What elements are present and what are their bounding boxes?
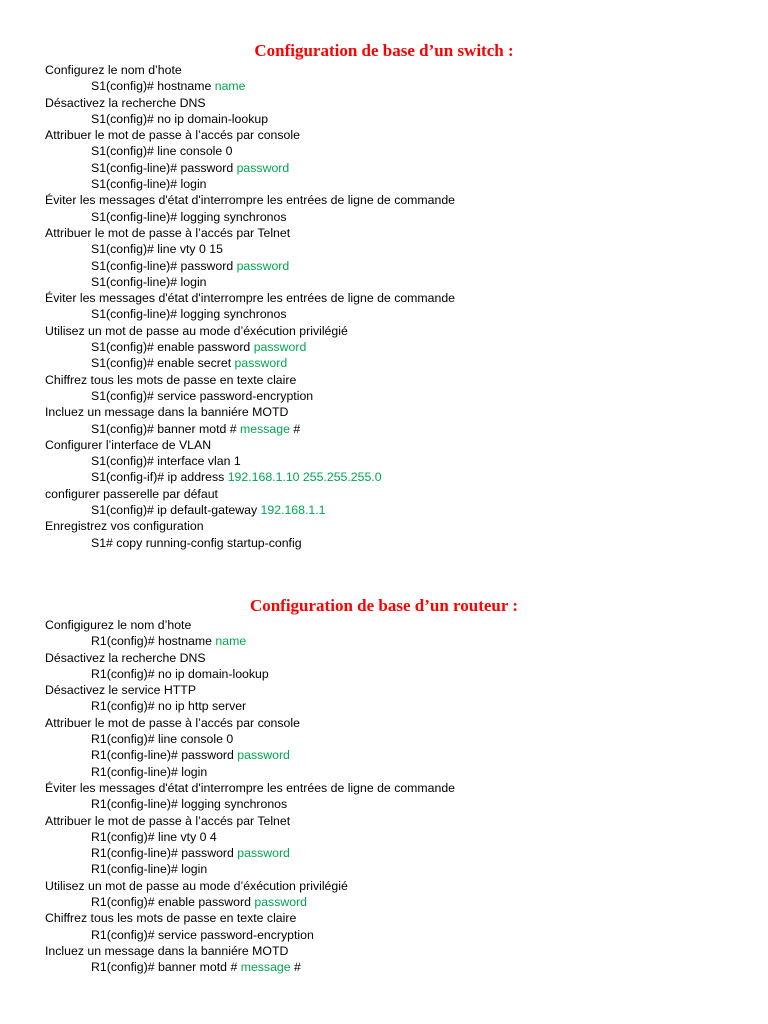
- command-text: S1(config-line)# password: [91, 258, 237, 273]
- command-line: [0, 469, 768, 485]
- command-parameter: password: [236, 258, 290, 273]
- instruction-text: configurer passerelle par défaut: [45, 486, 218, 501]
- command-text: S1(config-line)# logging synchronos: [91, 209, 287, 224]
- instruction-text: Enregistrez vos configuration: [45, 519, 204, 534]
- command-parameter: password: [237, 846, 290, 861]
- command-line: [0, 796, 768, 812]
- router-config-lines: [0, 617, 768, 976]
- command-line: [0, 829, 768, 845]
- command-text: S1(config-line)# logging synchronos: [91, 307, 287, 322]
- command-text: S1(config)# enable password: [91, 340, 254, 355]
- command-text: R1(config-line)# password: [91, 748, 238, 763]
- instruction-text: Attribuer le mot de passe à l’accés par console: [45, 715, 300, 730]
- instruction-text: Chiffrez tous les mots de passe en texte claire: [45, 372, 297, 387]
- instruction-line: [0, 127, 768, 143]
- router-config-section: [0, 595, 768, 976]
- command-line: [0, 78, 768, 94]
- command-suffix: #: [289, 421, 301, 436]
- command-text: R1(config)# no ip http server: [91, 699, 247, 714]
- command-text: R1(config-line)# password: [91, 846, 238, 861]
- router-config-title: Configuration de base d’un routeur :: [249, 596, 519, 615]
- command-text: S1(config)# banner motd #: [91, 421, 241, 436]
- instruction-line: [0, 780, 768, 796]
- instruction-line: [0, 617, 768, 633]
- instruction-text: Désactivez le service HTTP: [45, 683, 197, 698]
- command-parameter: name: [215, 634, 247, 649]
- command-line: [0, 160, 768, 176]
- instruction-line: [0, 910, 768, 926]
- instruction-text: Attribuer le mot de passe à l’accés par Telnet: [45, 225, 291, 240]
- command-parameter: 192.168.1.1: [260, 503, 326, 518]
- command-suffix: #: [290, 960, 301, 975]
- command-line: [0, 453, 768, 469]
- command-line: [0, 698, 768, 714]
- command-parameter: password: [234, 356, 288, 371]
- instruction-text: Éviter les messages d'état d'interrompre les entrées de ligne de commande: [45, 780, 456, 795]
- instruction-line: [0, 715, 768, 731]
- instruction-text: Attribuer le mot de passe à l’accés par Telnet: [45, 813, 291, 828]
- command-text: R1(config)# banner motd #: [91, 960, 241, 975]
- command-line: [0, 845, 768, 861]
- instruction-line: [0, 437, 768, 453]
- command-line: [0, 502, 768, 518]
- command-text: S1(config)# no ip domain-lookup: [91, 111, 269, 126]
- command-text: R1(config)# line console 0: [91, 732, 234, 747]
- command-text: S1(config-line)# login: [91, 274, 207, 289]
- command-line: [0, 241, 768, 257]
- command-text: S1# copy running-config startup-config: [91, 535, 302, 550]
- instruction-line: [0, 518, 768, 534]
- instruction-line: [0, 192, 768, 208]
- command-line: [0, 764, 768, 780]
- switch-config-section: [0, 40, 768, 551]
- instruction-line: [0, 650, 768, 666]
- instruction-line: [0, 813, 768, 829]
- instruction-line: [0, 95, 768, 111]
- instruction-text: Utilisez un mot de passe au mode d’éxécution privilégié: [45, 323, 348, 338]
- command-line: [0, 388, 768, 404]
- instruction-text: Incluez un message dans la banniére MOTD: [45, 405, 289, 420]
- command-text: S1(config)# ip default-gateway: [91, 503, 261, 518]
- instruction-line: [0, 943, 768, 959]
- command-parameter: password: [237, 748, 290, 763]
- command-line: [0, 143, 768, 159]
- command-parameter: password: [236, 160, 290, 175]
- command-line: [0, 535, 768, 551]
- switch-config-title: Configuration de base d’un switch :: [254, 41, 514, 60]
- command-parameter: message: [240, 421, 290, 436]
- instruction-text: Configigurez le nom d’hote: [45, 618, 192, 632]
- command-text: R1(config-line)# login: [91, 862, 208, 877]
- command-parameter: password: [253, 340, 307, 355]
- command-text: R1(config-line)# logging synchronos: [91, 797, 288, 812]
- command-text: R1(config)# no ip domain-lookup: [91, 666, 269, 681]
- command-line: [0, 747, 768, 763]
- command-text: R1(config-line)# login: [91, 764, 208, 779]
- instruction-line: [0, 878, 768, 894]
- command-text: S1(config-if)# ip address: [91, 470, 228, 485]
- command-line: [0, 666, 768, 682]
- command-line: [0, 959, 768, 975]
- instruction-line: [0, 290, 768, 306]
- command-line: [0, 355, 768, 371]
- instruction-line: [0, 62, 768, 78]
- command-text: S1(config)# enable secret: [91, 356, 235, 371]
- instruction-text: Configurer l’interface de VLAN: [45, 437, 212, 452]
- command-line: [0, 339, 768, 355]
- instruction-text: Désactivez la recherche DNS: [45, 95, 206, 110]
- command-text: S1(config-line)# password: [91, 160, 237, 175]
- command-text: S1(config)# interface vlan 1: [91, 454, 241, 469]
- command-parameter: message: [240, 960, 291, 975]
- command-line: [0, 209, 768, 225]
- command-line: [0, 258, 768, 274]
- instruction-text: Chiffrez tous les mots de passe en texte claire: [45, 911, 297, 926]
- command-text: S1(config)# hostname: [91, 79, 215, 94]
- command-text: S1(config)# line vty 0 15: [91, 242, 223, 257]
- instruction-text: Éviter les messages d'état d'interrompre les entrées de ligne de commande: [45, 193, 456, 208]
- command-line: [0, 894, 768, 910]
- command-line: [0, 306, 768, 322]
- instruction-line: [0, 323, 768, 339]
- switch-config-lines: [0, 62, 768, 551]
- instruction-line: [0, 225, 768, 241]
- instruction-line: [0, 372, 768, 388]
- instruction-text: Incluez un message dans la banniére MOTD: [45, 943, 289, 958]
- command-line: [0, 861, 768, 877]
- instruction-text: Configurez le nom d’hote: [45, 63, 182, 77]
- command-text: R1(config)# line vty 0 4: [91, 829, 217, 844]
- instruction-text: Désactivez la recherche DNS: [45, 650, 206, 665]
- command-text: S1(config)# service password-encryption: [91, 388, 314, 403]
- command-line: [0, 421, 768, 437]
- command-parameter: name: [214, 79, 246, 94]
- command-parameter: password: [254, 895, 308, 910]
- instruction-text: Éviter les messages d'état d'interrompre les entrées de ligne de commande: [45, 291, 456, 306]
- command-line: [0, 927, 768, 943]
- command-parameter: 192.168.1.10 255.255.255.0: [227, 470, 382, 485]
- instruction-text: Utilisez un mot de passe au mode d’éxécution privilégié: [45, 878, 348, 893]
- instruction-line: [0, 404, 768, 420]
- command-line: [0, 111, 768, 127]
- command-text: S1(config)# line console 0: [91, 144, 233, 159]
- command-text: R1(config)# enable password: [91, 895, 255, 910]
- command-text: R1(config)# service password-encryption: [91, 927, 314, 942]
- command-text: R1(config)# hostname: [91, 634, 216, 649]
- command-line: [0, 274, 768, 290]
- command-line: [0, 731, 768, 747]
- command-text: S1(config-line)# login: [91, 177, 207, 192]
- instruction-text: Attribuer le mot de passe à l’accés par console: [45, 128, 300, 143]
- command-line: [0, 176, 768, 192]
- instruction-line: [0, 682, 768, 698]
- instruction-line: [0, 486, 768, 502]
- command-line: [0, 633, 768, 649]
